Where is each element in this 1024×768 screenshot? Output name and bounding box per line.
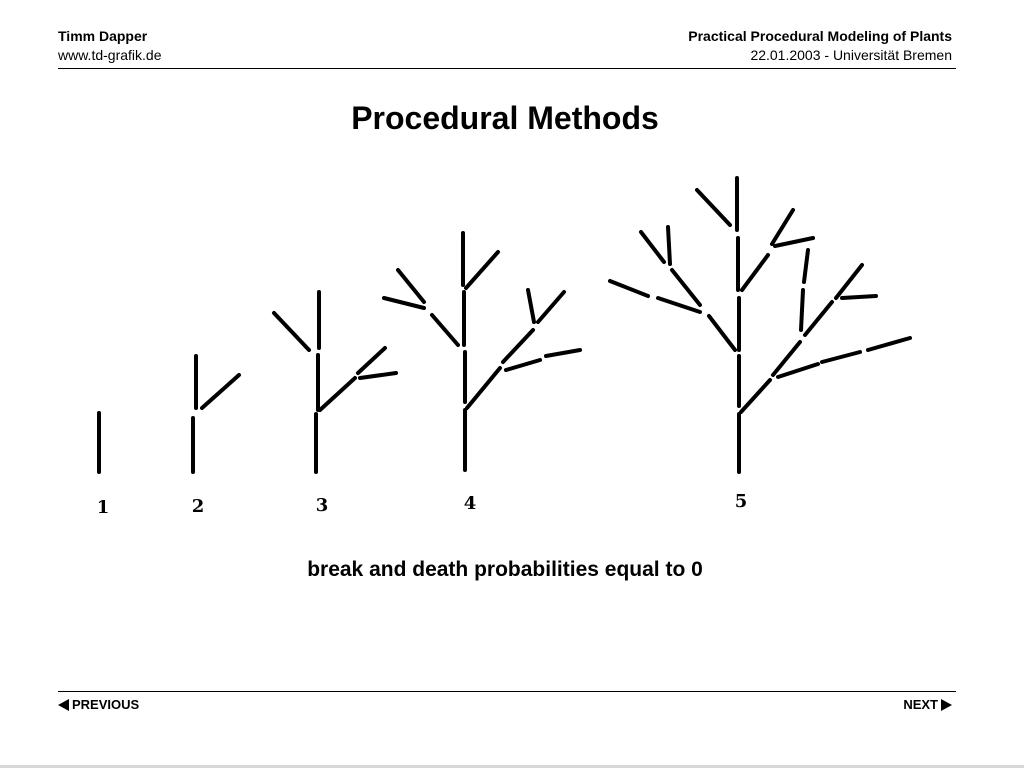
stage-label-4: 4	[463, 493, 477, 514]
author-website: www.td-grafik.de	[58, 47, 162, 63]
stage-label-1: 1	[96, 497, 110, 518]
author-name: Timm Dapper	[58, 28, 148, 44]
header-right	[688, 27, 952, 65]
stage-label-2: 2	[191, 496, 205, 517]
next-button[interactable]	[903, 696, 952, 714]
previous-label: PREVIOUS	[72, 697, 140, 712]
arrow-right-icon	[941, 699, 952, 711]
talk-date-venue: 22.01.2003 - Universität Bremen	[750, 47, 952, 63]
slide-title: Procedural Methods	[351, 100, 659, 136]
tree-stage-2	[193, 356, 239, 472]
stage-label-5: 5	[734, 491, 748, 512]
next-label: NEXT	[903, 697, 938, 712]
previous-button[interactable]	[58, 696, 139, 714]
tree-stage-5	[610, 178, 910, 472]
stage-label-3: 3	[315, 495, 329, 516]
footer-divider	[58, 691, 956, 692]
figure-caption: break and death probabilities equal to 0	[307, 558, 703, 581]
tree-stage-4	[384, 233, 580, 470]
stage-labels	[97, 491, 748, 518]
header-divider	[58, 68, 956, 69]
header-left	[58, 27, 161, 65]
arrow-left-icon	[58, 699, 69, 711]
tree-stage-3	[274, 292, 396, 472]
talk-title: Practical Procedural Modeling of Plants	[688, 28, 952, 44]
